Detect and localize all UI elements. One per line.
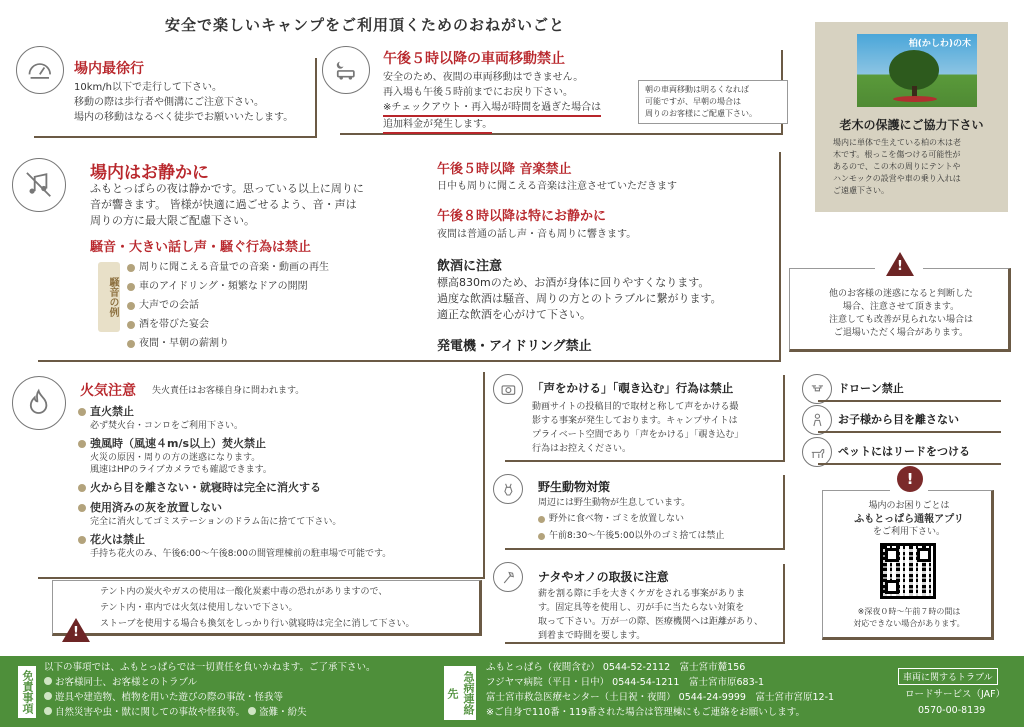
jaf-tel[interactable]: 0570-00-8139 xyxy=(918,705,986,716)
noise-heading: 騒音・大きい話し声・騒ぐ行為は禁止 xyxy=(90,240,312,255)
co-warning-text: テント内の炭火やガスの使用は一酸化炭素中毒の恐れがありますので、 テント内・車内では火気は使用しないで下さい。 ストーブを使用する場合も換気をしっかり行い就寝時は完全に消して下さい。 xyxy=(100,587,415,629)
list-item: 酒を帯びた宴会 xyxy=(127,315,329,334)
privacy-heading: 「声をかける」「覗き込む」行為は禁止 xyxy=(532,381,734,395)
caution-text: 他のお客様の迷惑になると判断した 場合、注意させて頂きます。 注意しても改善が見られない場合は ご退場いただく場合があります。 xyxy=(828,289,973,338)
tree-text: 場内に単体で生えている柏の木は老 木です。根っこを傷つける可能性が あるので、この木の周りにテントや ハンモックの設営や車の乗り入れは ご遠慮下さい。 xyxy=(833,138,961,195)
list-item-detail: 火災の原因・周りの方の迷惑になります。 xyxy=(90,453,261,463)
list-item: 強風時（風速４m/s以上）焚火禁止 xyxy=(78,435,478,452)
list-item: 大声での会話 xyxy=(127,296,329,315)
warning-icon: ! xyxy=(886,252,914,276)
rule-pet: ペットにはリードをつける xyxy=(838,445,970,458)
quiet-text: ふもとっぱらの夜は静かです。思っている以上に周りに 音が響きます。 皆様が快適に過ごせるよう、音・声は 周りの方に最大限ご配慮下さい。 xyxy=(90,182,364,227)
rule-child: お子様から目を離さない xyxy=(838,413,959,426)
qr-finder xyxy=(917,548,931,562)
flame-icon xyxy=(12,376,66,430)
tree-heading: 老木の保護にご協力下さい xyxy=(839,118,984,132)
rule-drone: ドローン禁止 xyxy=(838,382,904,395)
speedometer-icon xyxy=(16,46,64,94)
axe-icon xyxy=(493,562,523,592)
wildlife-heading: 野生動物対策 xyxy=(538,480,611,494)
rule-child-line xyxy=(818,431,1001,433)
noise-examples xyxy=(127,258,329,353)
warning-icon: ! xyxy=(62,618,90,642)
page-title: 安全で楽しいキャンプをご利用頂くためのおねがいごと xyxy=(164,16,565,34)
list-item: 直火禁止 xyxy=(78,403,478,420)
noise-label: 騒音の例 xyxy=(98,262,120,332)
list-item-detail: 風速はHPのライブカメラでも確認できます。 xyxy=(90,465,272,475)
tree-photo xyxy=(857,34,977,107)
fire-items xyxy=(78,403,478,560)
list-item: 野外に食べ物・ゴミを放置しない xyxy=(538,511,724,528)
list-item: 使用済みの灰を放置しない xyxy=(78,499,478,516)
qr-finder xyxy=(885,548,899,562)
wildlife-text: 周辺には野生動物が生息しています。 xyxy=(538,498,691,508)
fire-heading: 火気注意 xyxy=(80,383,136,399)
list-item: 午前8:30〜午後5:00以外のゴミ捨ては禁止 xyxy=(538,528,724,545)
music-heading: 午後５時以降 音楽禁止 xyxy=(437,162,572,177)
drink-heading: 飲酒に注意 xyxy=(437,259,503,274)
generator-heading: 発電機・アイドリング禁止 xyxy=(437,339,592,354)
list-item: 周りに聞こえる音量での音楽・動画の再生 xyxy=(127,258,329,277)
vehicle-trouble-label: 車両に関するトラブル xyxy=(898,668,998,685)
emergency-contacts: ふもとっぱら（夜間含む） 0544-52-2112 富士宮市麓156 フジヤマ病院（平日・日中） 0544-54-1211 富士宮市原683-1 富士宮市救急医療センター（土日祝・夜間） 0544-24-9999 富士宮市宮原12-1 ※ご自身で110番・119番された場合は管理棟にもご連絡をお願いします。 xyxy=(486,662,835,718)
list-item-detail: 完全に消火してゴミステーションのドラム缶に捨てて下さい。 xyxy=(90,517,342,527)
blade-text: 薪を割る際に手を大きくケガをされる事案がありま す。固定具等を使用し、刃が手に当たらない対策を 取って下さい。万が一の際、医療機関へは距離があり、 到着まで時間を要します。 xyxy=(538,589,764,641)
tree-flowerbed xyxy=(893,96,937,102)
blade-heading: ナタやオノの取扱に注意 xyxy=(538,570,669,584)
rule-pet-line xyxy=(818,463,1001,465)
tree-crown xyxy=(889,50,939,90)
road-service: ロードサービス（JAF） xyxy=(905,689,1006,700)
list-item: 夜間・早朝の薪割り xyxy=(127,334,329,353)
list-item-detail: 手持ち花火のみ、午後6:00〜午後8:00の間管理棟前の駐車場で可能です。 xyxy=(90,549,392,559)
night-text: 夜間は普通の話し声・音も周りに響きます。 xyxy=(437,229,637,240)
rule-drone-line xyxy=(818,400,1001,402)
list-item: 花火は禁止 xyxy=(78,531,478,548)
music-text: 日中も周りに聞こえる音楽は注意させていただきます xyxy=(437,181,677,192)
speed-heading: 場内最徐行 xyxy=(74,61,144,77)
disclaimer-text: 以下の事項では、ふもとっぱらでは一切責任を負いかねます。ご了承下さい。 お客様同士、お客様とのトラブル 遊具や建造物、植物を用いた遊びの際の事故・怪我等 自然災害や虫・獣に関しての事故や怪我等。 盗難・紛失 xyxy=(44,662,376,718)
list-item: 車のアイドリング・頻繁なドアの開閉 xyxy=(127,277,329,296)
animal-icon xyxy=(493,474,523,504)
morning-note: 朝の車両移動は明るくなれば 可能ですが、早朝の場合は 周りのお客様にご配慮下さい。 xyxy=(638,80,788,124)
disclaimer-label: 免責事項 xyxy=(18,666,36,718)
quiet-heading: 場内はお静かに xyxy=(90,163,209,183)
privacy-text: 動画サイトの投稿目的で取材と称して声をかける撮 影する事案が発生しております。キャンプサイトは プライベート空間であり「声をかける」「覗き込む」 行為はお控えください。 xyxy=(532,402,744,454)
app-note: ※深夜０時〜午前７時の間は 対応できない場合があります。 xyxy=(853,607,965,628)
alert-icon: ! xyxy=(897,466,923,492)
app-text: 場内のお困りごとは ふもとっぱら通報アプリ をご利用下さい。 xyxy=(854,501,964,537)
app-qr-code[interactable] xyxy=(880,543,936,599)
wildlife-items xyxy=(538,511,724,545)
night-car-icon xyxy=(322,46,370,94)
list-item: 火から目を離さない・就寝時は完全に消火する xyxy=(78,479,478,496)
no-music-icon xyxy=(12,158,66,212)
vehicle-text: 安全のため、夜間の車両移動はできません。 再入場も午後５時前までにお戻り下さい。 ※チェックアウト・再入場が時間を過ぎた場合は 追加料金が発生します。 xyxy=(383,70,601,134)
footer xyxy=(0,656,1024,727)
drink-text: 標高830mのため、お酒が身体に回りやすくなります。 過度な飲酒は騒音、周りの方とのトラブルに繋がります。 適正な飲酒を心がけて下さい。 xyxy=(437,276,722,321)
tree-photo-label: 柏(かしわ)の木 xyxy=(908,39,971,49)
qr-finder xyxy=(885,580,899,594)
vehicle-heading: 午後５時以降の車両移動禁止 xyxy=(383,51,565,67)
fire-subnote: 失火責任はお客様自身に問われます。 xyxy=(152,386,305,396)
list-item-detail: 必ず焚火台・コンロをご利用下さい。 xyxy=(90,421,244,431)
camera-icon xyxy=(493,374,523,404)
speed-text: 10km/h以下で走行して下さい。 移動の際は歩行者や側溝にご注意下さい。 場内の移動はなるべく徒歩でお願いいたします。 xyxy=(74,82,294,123)
emergency-label: 急病連絡先 xyxy=(444,666,476,720)
night-heading: 午後８時以降は特にお静かに xyxy=(437,209,607,224)
